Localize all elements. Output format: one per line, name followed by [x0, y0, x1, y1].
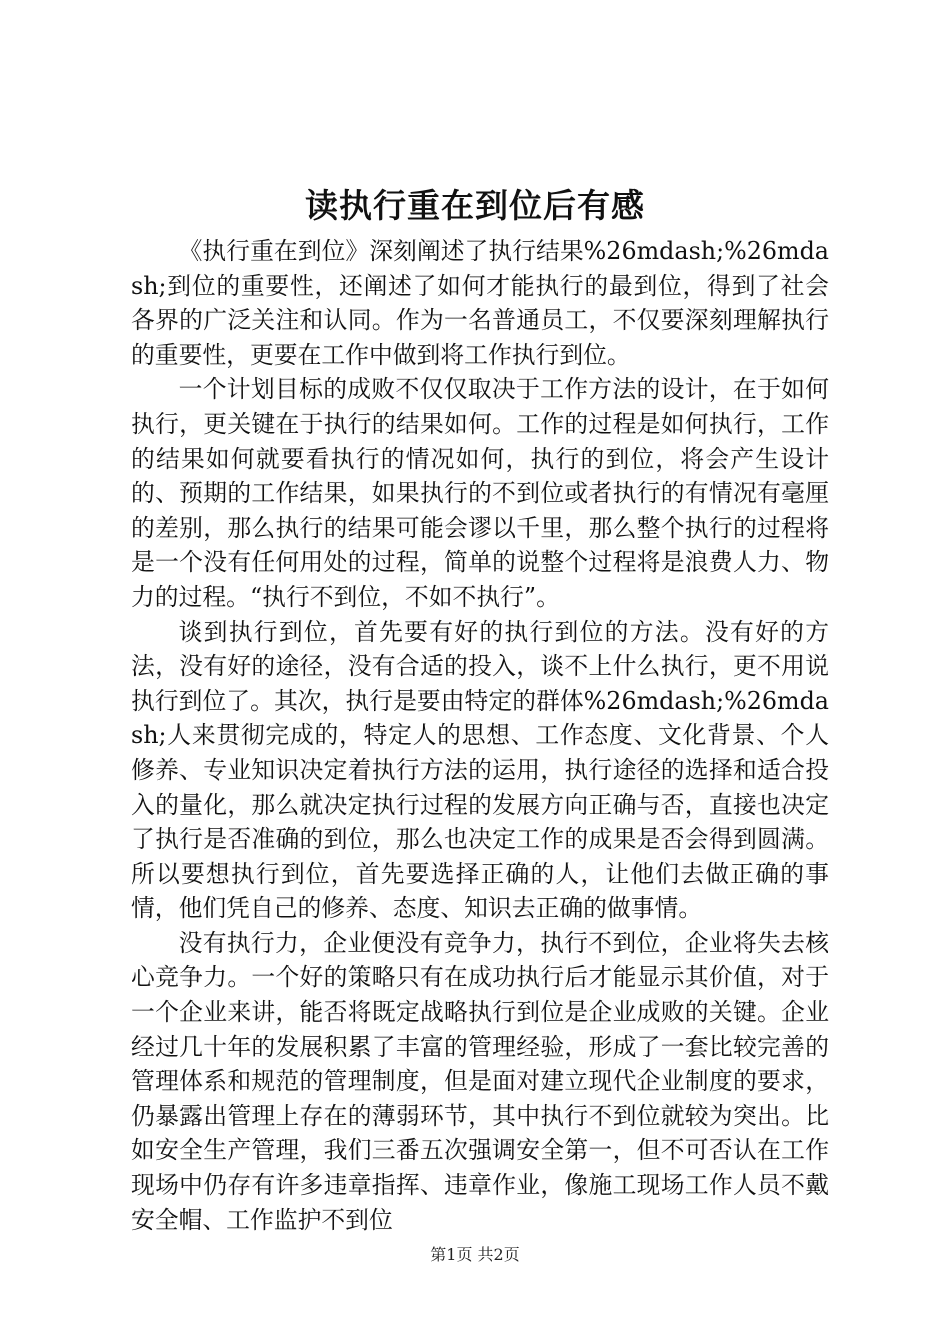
document-body	[131, 234, 829, 1237]
paragraph: 《执行重在到位》深刻阐述了执行结果%26mdash;%26mdash;到位的重要性，还阐述了如何才能执行的最到位，得到了社会各界的广泛关注和认同。作为一名普通员工，不仅要深刻理解执行的重要性，更要在工作中做到将工作执行到位。	[131, 237, 829, 369]
document-title: 读执行重在到位后有感	[305, 186, 645, 225]
paragraph: 谈到执行到位，首先要有好的执行到位的方法。没有好的方法，没有好的途径，没有合适的投入，谈不上什么执行，更不用说执行到位了。其次，执行是要由特定的群体%26mdash;%26mdash;人来贯彻完成的，特定人的思想、工作态度、文化背景、个人修养、专业知识决定着执行方法的运用，执行途径的选择和适合投入的量化，那么就决定执行过程的发展方向正确与否，直接也决定了执行是否准确的到位，那么也决定工作的成果是否会得到圆满。所以要想执行到位，首先要选择正确的人，让他们去做正确的事情，他们凭自己的修养、态度、知识去正确的做事情。	[131, 617, 829, 923]
paragraph: 没有执行力，企业便没有竞争力，执行不到位，企业将失去核心竞争力。一个好的策略只有在成功执行后才能显示其价值，对于一个企业来讲，能否将既定战略执行到位是企业成败的关键。企业经过几十年的发展积累了丰富的管理经验，形成了一套比较完善的管理体系和规范的管理制度，但是面对建立现代企业制度的要求，仍暴露出管理上存在的薄弱环节，其中执行不到位就较为突出。比如安全生产管理，我们三番五次强调安全第一，但不可否认在工作现场中仍存有许多违章指挥、违章作业，像施工现场工作人员不戴安全帽、工作监护不到位	[131, 928, 829, 1234]
paragraph: 一个计划目标的成败不仅仅取决于工作方法的设计，在于如何执行，更关键在于执行的结果如何。工作的过程是如何执行，工作的结果如何就要看执行的情况如何，执行的到位，将会产生设计的、预期的工作结果，如果执行的不到位或者执行的有情况有毫厘的差别，那么执行的结果可能会谬以千里，那么整个执行的过程将是一个没有任何用处的过程，简单的说整个过程将是浪费人力、物力的过程。“执行不到位，不如不执行”。	[131, 375, 829, 611]
page-footer: 第1页 共2页	[430, 1245, 520, 1264]
